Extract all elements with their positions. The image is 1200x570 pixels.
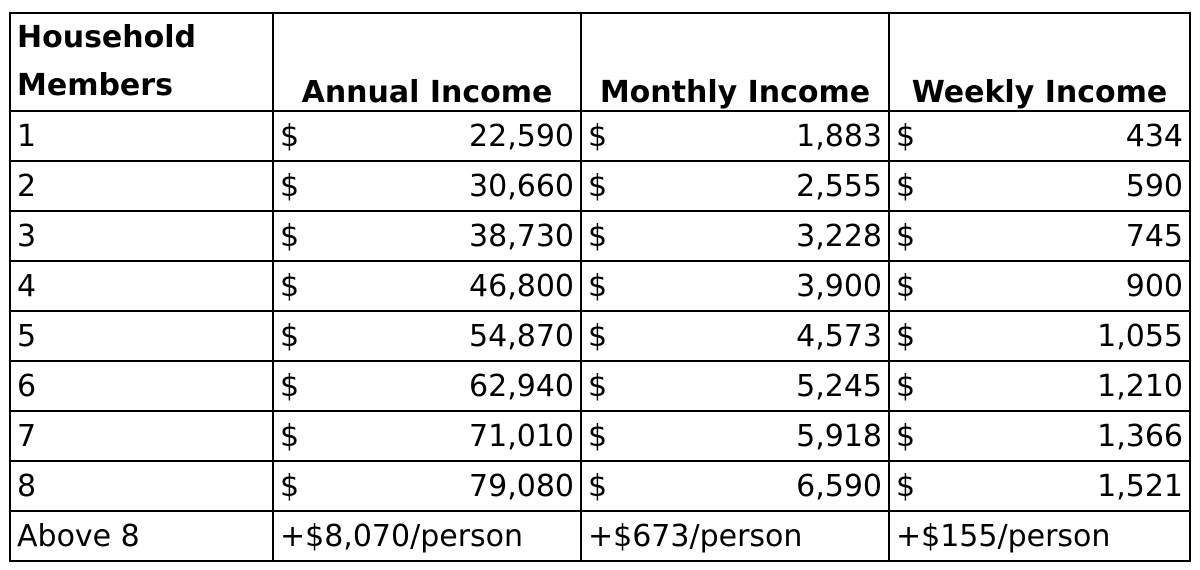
header-row <box>10 13 1190 111</box>
amount-value: 1,366 <box>1097 418 1183 454</box>
currency-symbol: $ <box>588 168 608 204</box>
table-row <box>10 461 1190 511</box>
amount-value: 30,660 <box>469 168 574 204</box>
cell-members: 5 <box>10 311 273 361</box>
cell-monthly <box>581 311 889 361</box>
cell-monthly <box>581 211 889 261</box>
cell-weekly <box>889 311 1190 361</box>
header-weekly-income: Weekly Income <box>889 13 1190 111</box>
currency-symbol: $ <box>588 318 608 354</box>
cell-members: 2 <box>10 161 273 211</box>
currency-symbol: $ <box>280 118 300 154</box>
amount-value: 38,730 <box>469 218 574 254</box>
cell-monthly <box>581 361 889 411</box>
amount-value: 3,900 <box>796 268 882 304</box>
cell-weekly <box>889 461 1190 511</box>
cell-members: 4 <box>10 261 273 311</box>
currency-symbol: $ <box>896 218 916 254</box>
table-row <box>10 311 1190 361</box>
currency-symbol: $ <box>588 368 608 404</box>
amount-value: 54,870 <box>469 318 574 354</box>
cell-annual <box>273 411 581 461</box>
cell-monthly <box>581 261 889 311</box>
cell-weekly <box>889 261 1190 311</box>
currency-symbol: $ <box>588 268 608 304</box>
footer-monthly: +$673/person <box>581 511 889 561</box>
cell-annual <box>273 111 581 161</box>
cell-members: 6 <box>10 361 273 411</box>
cell-weekly <box>889 211 1190 261</box>
amount-value: 1,883 <box>796 118 882 154</box>
amount-value: 590 <box>1125 168 1183 204</box>
footer-annual: +$8,070/person <box>273 511 581 561</box>
amount-value: 1,210 <box>1097 368 1183 404</box>
amount-value: 46,800 <box>469 268 574 304</box>
currency-symbol: $ <box>280 468 300 504</box>
currency-symbol: $ <box>280 268 300 304</box>
cell-weekly <box>889 361 1190 411</box>
currency-symbol: $ <box>588 418 608 454</box>
currency-symbol: $ <box>896 418 916 454</box>
table-body <box>10 111 1190 511</box>
currency-symbol: $ <box>896 368 916 404</box>
cell-members: 3 <box>10 211 273 261</box>
table-row <box>10 361 1190 411</box>
amount-value: 22,590 <box>469 118 574 154</box>
currency-symbol: $ <box>588 118 608 154</box>
footer-members: Above 8 <box>10 511 273 561</box>
table-row <box>10 211 1190 261</box>
table-row <box>10 111 1190 161</box>
currency-symbol: $ <box>280 318 300 354</box>
cell-weekly <box>889 411 1190 461</box>
amount-value: 1,055 <box>1097 318 1183 354</box>
cell-members: 1 <box>10 111 273 161</box>
cell-weekly <box>889 161 1190 211</box>
amount-value: 900 <box>1125 268 1183 304</box>
amount-value: 2,555 <box>796 168 882 204</box>
cell-annual <box>273 461 581 511</box>
amount-value: 62,940 <box>469 368 574 404</box>
cell-annual <box>273 261 581 311</box>
amount-value: 6,590 <box>796 468 882 504</box>
cell-annual <box>273 211 581 261</box>
currency-symbol: $ <box>896 318 916 354</box>
cell-annual <box>273 161 581 211</box>
header-annual-income: Annual Income <box>273 13 581 111</box>
amount-value: 5,245 <box>796 368 882 404</box>
currency-symbol: $ <box>280 418 300 454</box>
currency-symbol: $ <box>896 468 916 504</box>
table-row <box>10 161 1190 211</box>
currency-symbol: $ <box>280 218 300 254</box>
currency-symbol: $ <box>280 368 300 404</box>
currency-symbol: $ <box>896 268 916 304</box>
currency-symbol: $ <box>588 468 608 504</box>
header-monthly-income: Monthly Income <box>581 13 889 111</box>
header-household-members: Household Members <box>10 13 273 111</box>
amount-value: 5,918 <box>796 418 882 454</box>
cell-monthly <box>581 411 889 461</box>
amount-value: 79,080 <box>469 468 574 504</box>
cell-members: 7 <box>10 411 273 461</box>
amount-value: 4,573 <box>796 318 882 354</box>
footer-row <box>10 511 1190 561</box>
currency-symbol: $ <box>280 168 300 204</box>
amount-value: 745 <box>1125 218 1183 254</box>
income-table <box>9 12 1191 562</box>
cell-annual <box>273 311 581 361</box>
amount-value: 434 <box>1125 118 1183 154</box>
footer-weekly: +$155/person <box>889 511 1190 561</box>
cell-monthly <box>581 111 889 161</box>
cell-monthly <box>581 161 889 211</box>
amount-value: 71,010 <box>469 418 574 454</box>
currency-symbol: $ <box>896 168 916 204</box>
amount-value: 3,228 <box>796 218 882 254</box>
amount-value: 1,521 <box>1097 468 1183 504</box>
table-row <box>10 261 1190 311</box>
cell-weekly <box>889 111 1190 161</box>
currency-symbol: $ <box>896 118 916 154</box>
cell-monthly <box>581 461 889 511</box>
currency-symbol: $ <box>588 218 608 254</box>
table-row <box>10 411 1190 461</box>
cell-members: 8 <box>10 461 273 511</box>
cell-annual <box>273 361 581 411</box>
